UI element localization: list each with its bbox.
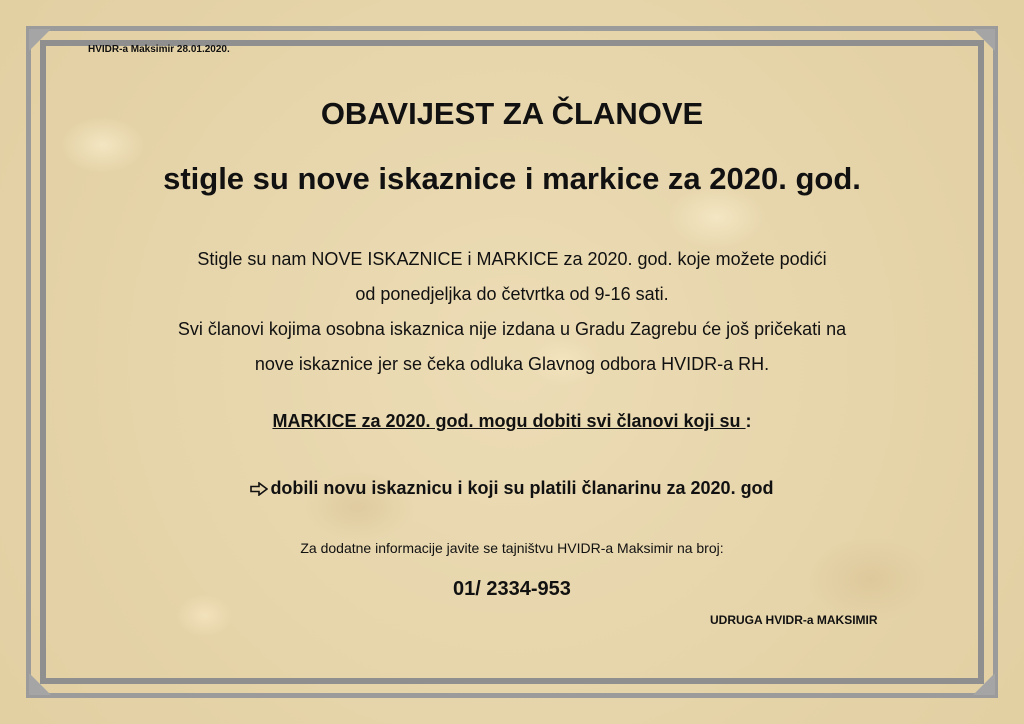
notice-subtitle: stigle su nove iskaznice i markice za 2020. god. (163, 161, 861, 196)
signature: UDRUGA HVIDR-a MAKSIMIR (710, 613, 878, 627)
date-stamp: HVIDR-a Maksimir 28.01.2020. (88, 44, 230, 55)
body-line: nove iskaznice jer se čeka odluka Glavnog odbora HVIDR-a RH. (254, 354, 770, 374)
corner-ornament-top-right (973, 29, 995, 51)
outline-right-arrow-icon (250, 480, 268, 501)
markice-heading-colon: : (745, 411, 752, 431)
body-line: od ponedjeljka do četvrtka od 9-16 sati. (355, 284, 669, 304)
corner-ornament-bottom-right (973, 673, 995, 695)
corner-ornament-top-left (29, 29, 51, 51)
notice-body (0, 242, 1024, 382)
markice-heading (0, 411, 1024, 432)
eligibility-bullet (0, 478, 1024, 501)
markice-heading-text: MARKICE za 2020. god. mogu dobiti svi članovi koji su (272, 411, 746, 431)
notice-title: OBAVIJEST ZA ČLANOVE (320, 96, 704, 131)
body-line: Svi članovi kojima osobna iskaznica nije izdana u Gradu Zagrebu će još pričekati na (177, 319, 847, 339)
contact-text: Za dodatne informacije javite se tajništvu HVIDR-a Maksimir na broj: (300, 540, 724, 556)
body-line: Stigle su nam NOVE ISKAZNICE i MARKICE za 2020. god. koje možete podići (197, 249, 827, 269)
bullet-text: dobili novu iskaznicu i koji su platili članarinu za 2020. god (270, 478, 774, 498)
corner-ornament-bottom-left (29, 673, 51, 695)
phone-number: 01/ 2334-953 (453, 578, 571, 600)
